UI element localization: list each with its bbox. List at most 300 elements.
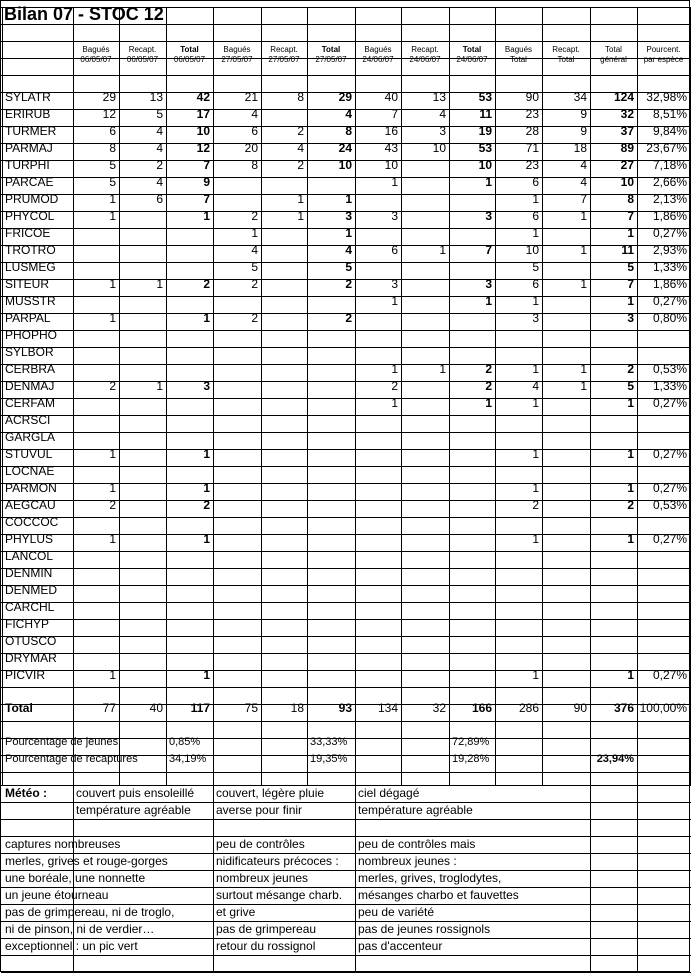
table-cell bbox=[355, 259, 401, 276]
table-cell bbox=[449, 531, 495, 548]
column-header bbox=[449, 45, 495, 73]
meteo-note: averse pour finir bbox=[216, 803, 303, 817]
table-cell: 9,84% bbox=[652, 124, 687, 138]
table-cell bbox=[261, 650, 307, 667]
table-cell bbox=[637, 616, 690, 633]
table-cell bbox=[449, 310, 495, 327]
pct-recaptures-label: Pourcentage de recaptures bbox=[5, 753, 138, 765]
table-cell: 1 bbox=[532, 294, 539, 308]
table-cell bbox=[261, 599, 307, 616]
table-cell bbox=[261, 174, 307, 191]
pct-recaptures-value: 34,19% bbox=[169, 753, 207, 765]
table-cell bbox=[355, 463, 401, 480]
table-cell bbox=[355, 344, 401, 361]
table-cell: 10 bbox=[525, 243, 539, 257]
table-cell bbox=[542, 650, 590, 667]
table-cell: 6 bbox=[156, 192, 163, 206]
table-cell: 43 bbox=[384, 141, 398, 155]
table-cell bbox=[449, 225, 495, 242]
table-cell: 1 bbox=[109, 277, 116, 291]
column-header-top: Bagués bbox=[223, 45, 251, 54]
table-cell bbox=[261, 412, 307, 429]
table-cell bbox=[637, 514, 690, 531]
table-cell bbox=[401, 650, 449, 667]
table-cell: 6 bbox=[109, 124, 116, 138]
table-cell: 1 bbox=[627, 447, 634, 461]
table-cell: 16 bbox=[384, 124, 398, 138]
total-cell: 93 bbox=[338, 701, 352, 715]
table-cell: 0,27% bbox=[652, 532, 687, 546]
column-header-bottom: Total bbox=[510, 55, 527, 64]
table-cell bbox=[119, 446, 166, 463]
column-header-top: Bagués bbox=[504, 45, 533, 54]
table-cell: 1 bbox=[109, 311, 116, 325]
table-cell: 10 bbox=[620, 175, 634, 189]
table-cell: 18 bbox=[573, 141, 587, 155]
table-cell bbox=[542, 225, 590, 242]
table-cell bbox=[637, 633, 690, 650]
table-cell: 1 bbox=[485, 175, 492, 189]
table-cell bbox=[401, 310, 449, 327]
table-cell bbox=[213, 463, 261, 480]
meteo-note: ciel dégagé bbox=[358, 786, 420, 800]
table-cell bbox=[495, 565, 542, 582]
table-cell: 1 bbox=[580, 379, 587, 393]
table-cell: 2 bbox=[485, 362, 492, 376]
table-cell: 11 bbox=[479, 107, 492, 121]
table-cell bbox=[166, 633, 213, 650]
table-cell: 1 bbox=[439, 243, 446, 257]
table-cell bbox=[495, 429, 542, 446]
table-cell: 4 bbox=[345, 243, 352, 257]
table-cell bbox=[542, 259, 590, 276]
table-cell bbox=[213, 446, 261, 463]
species-code: PARMAJ bbox=[5, 141, 53, 155]
table-cell: 13 bbox=[149, 90, 163, 104]
table-cell: 29 bbox=[338, 90, 352, 104]
table-cell bbox=[261, 225, 307, 242]
table-cell bbox=[261, 633, 307, 650]
table-cell bbox=[495, 548, 542, 565]
table-cell bbox=[213, 650, 261, 667]
table-cell bbox=[401, 327, 449, 344]
observation-note: mésanges charbo et fauvettes bbox=[358, 888, 519, 902]
table-cell bbox=[119, 259, 166, 276]
table-cell bbox=[166, 616, 213, 633]
table-cell bbox=[213, 599, 261, 616]
table-cell bbox=[495, 344, 542, 361]
table-cell bbox=[119, 242, 166, 259]
table-cell: 1 bbox=[203, 481, 210, 495]
table-cell bbox=[542, 429, 590, 446]
table-cell bbox=[73, 548, 119, 565]
table-cell bbox=[261, 480, 307, 497]
table-cell bbox=[542, 565, 590, 582]
table-cell: 1 bbox=[627, 396, 634, 410]
column-header bbox=[355, 45, 401, 73]
table-cell bbox=[119, 361, 166, 378]
table-cell: 1 bbox=[297, 209, 304, 223]
column-header bbox=[590, 45, 637, 73]
table-cell: 4 bbox=[156, 175, 163, 189]
table-cell bbox=[401, 174, 449, 191]
total-cell: 376 bbox=[613, 701, 634, 715]
table-cell bbox=[261, 497, 307, 514]
table-cell: 1 bbox=[251, 226, 258, 240]
table-cell: 23 bbox=[525, 158, 539, 172]
column-header bbox=[307, 45, 355, 73]
total-cell: 77 bbox=[102, 701, 116, 715]
table-cell: 1 bbox=[580, 209, 587, 223]
table-cell: 1 bbox=[203, 447, 210, 461]
meteo-label: Météo : bbox=[5, 786, 47, 800]
table-cell bbox=[119, 497, 166, 514]
species-code: TROTRO bbox=[5, 243, 56, 257]
table-cell: 6 bbox=[251, 124, 258, 138]
table-cell: 90 bbox=[525, 90, 539, 104]
observation-note: pas de grimpereau bbox=[216, 922, 317, 936]
table-cell bbox=[401, 616, 449, 633]
table-cell: 24 bbox=[338, 141, 352, 155]
table-cell bbox=[261, 106, 307, 123]
species-code: DRYMAR bbox=[5, 651, 57, 665]
table-cell: 1 bbox=[391, 294, 398, 308]
table-cell bbox=[542, 310, 590, 327]
table-cell bbox=[213, 191, 261, 208]
table-cell: 20 bbox=[244, 141, 258, 155]
species-code: TURMER bbox=[5, 124, 57, 138]
table-cell bbox=[119, 548, 166, 565]
table-cell bbox=[637, 327, 690, 344]
table-cell: 1 bbox=[439, 362, 446, 376]
table-cell bbox=[401, 378, 449, 395]
table-cell bbox=[637, 599, 690, 616]
table-cell: 1 bbox=[532, 396, 539, 410]
table-cell: 23,67% bbox=[646, 141, 687, 155]
table-cell bbox=[495, 633, 542, 650]
table-cell: 53 bbox=[478, 141, 492, 155]
table-cell bbox=[166, 361, 213, 378]
table-cell bbox=[213, 293, 261, 310]
table-cell bbox=[401, 344, 449, 361]
table-cell: 2 bbox=[251, 209, 258, 223]
table-cell bbox=[119, 633, 166, 650]
total-cell: 18 bbox=[290, 701, 304, 715]
table-cell bbox=[73, 361, 119, 378]
observation-note: pas de jeunes rossignols bbox=[358, 922, 491, 936]
column-header-top: Bagués bbox=[82, 45, 110, 54]
table-cell: 1 bbox=[580, 362, 587, 376]
table-cell: 5 bbox=[627, 379, 634, 393]
table-cell: 1 bbox=[627, 294, 634, 308]
table-cell bbox=[307, 293, 355, 310]
column-header-top: Total bbox=[180, 45, 199, 54]
table-cell: 1,86% bbox=[652, 209, 687, 223]
species-code: MUSSTR bbox=[5, 294, 56, 308]
column-header-top: Total bbox=[462, 45, 482, 54]
table-cell bbox=[542, 327, 590, 344]
table-cell bbox=[261, 361, 307, 378]
table-cell bbox=[166, 412, 213, 429]
table-cell: 5 bbox=[532, 260, 539, 274]
table-cell bbox=[119, 412, 166, 429]
table-cell bbox=[307, 395, 355, 412]
table-cell bbox=[401, 599, 449, 616]
table-cell bbox=[495, 327, 542, 344]
table-cell bbox=[449, 191, 495, 208]
observation-note: nidificateurs précoces : bbox=[216, 854, 339, 868]
table-cell bbox=[73, 327, 119, 344]
table-cell: 3 bbox=[627, 311, 634, 325]
table-cell bbox=[542, 497, 590, 514]
table-cell bbox=[449, 344, 495, 361]
table-cell bbox=[401, 480, 449, 497]
table-cell bbox=[213, 667, 261, 684]
table-cell bbox=[590, 429, 637, 446]
table-cell bbox=[355, 412, 401, 429]
table-cell bbox=[401, 565, 449, 582]
table-cell: 2 bbox=[345, 277, 352, 291]
table-cell bbox=[119, 225, 166, 242]
table-cell bbox=[307, 429, 355, 446]
table-cell bbox=[401, 429, 449, 446]
species-code: PICVIR bbox=[5, 668, 46, 682]
table-cell: 5 bbox=[345, 260, 352, 274]
table-cell bbox=[401, 667, 449, 684]
table-cell bbox=[590, 514, 637, 531]
table-cell: 9 bbox=[203, 175, 210, 189]
table-cell bbox=[637, 412, 690, 429]
table-cell: 10 bbox=[196, 124, 210, 138]
meteo-note: couvert, légère pluie bbox=[216, 786, 325, 800]
species-code: DENMED bbox=[5, 583, 58, 597]
pct-recaptures-value: 19,28% bbox=[452, 753, 490, 765]
meteo-note: température agréable bbox=[358, 803, 473, 817]
table-cell bbox=[119, 667, 166, 684]
table-cell bbox=[119, 650, 166, 667]
column-header-top: Recapt. bbox=[128, 45, 157, 54]
table-cell bbox=[261, 293, 307, 310]
table-cell bbox=[213, 412, 261, 429]
table-cell bbox=[449, 463, 495, 480]
table-cell bbox=[166, 565, 213, 582]
table-cell: 2 bbox=[345, 311, 352, 325]
table-cell: 34 bbox=[573, 90, 587, 104]
table-cell bbox=[261, 429, 307, 446]
table-cell: 1 bbox=[532, 447, 539, 461]
table-cell bbox=[401, 497, 449, 514]
table-cell bbox=[542, 548, 590, 565]
column-header-top: Recapt. bbox=[270, 45, 298, 54]
column-header-bottom: 24/06/07 bbox=[362, 55, 394, 64]
table-cell: 8 bbox=[345, 124, 352, 138]
table-cell: 12 bbox=[102, 107, 116, 121]
column-header-bottom: général bbox=[600, 55, 627, 64]
species-code: FICHYP bbox=[5, 617, 50, 631]
column-header bbox=[401, 45, 449, 73]
table-cell bbox=[542, 514, 590, 531]
table-cell bbox=[542, 412, 590, 429]
table-cell bbox=[73, 599, 119, 616]
column-header-top: Total bbox=[605, 45, 622, 54]
table-cell: 0,27% bbox=[652, 447, 687, 461]
table-cell bbox=[590, 650, 637, 667]
column-header-top: Recapt. bbox=[411, 45, 439, 54]
table-cell bbox=[119, 310, 166, 327]
table-cell: 29 bbox=[102, 90, 116, 104]
table-cell bbox=[73, 650, 119, 667]
table-cell bbox=[261, 276, 307, 293]
species-code: ACRSCI bbox=[5, 413, 51, 427]
table-cell bbox=[637, 548, 690, 565]
table-cell bbox=[261, 378, 307, 395]
table-cell bbox=[449, 548, 495, 565]
column-header bbox=[261, 45, 307, 73]
table-cell: 2 bbox=[297, 124, 304, 138]
table-cell bbox=[213, 514, 261, 531]
table-cell bbox=[355, 514, 401, 531]
table-cell bbox=[213, 344, 261, 361]
table-cell bbox=[401, 259, 449, 276]
total-cell: 32 bbox=[432, 701, 446, 715]
column-header bbox=[213, 45, 261, 73]
table-cell bbox=[261, 582, 307, 599]
table-cell bbox=[355, 225, 401, 242]
table-cell bbox=[542, 531, 590, 548]
table-cell bbox=[449, 650, 495, 667]
species-code: DENMIN bbox=[5, 566, 53, 580]
species-code: STUVUL bbox=[5, 447, 53, 461]
table-cell bbox=[449, 616, 495, 633]
total-cell: 166 bbox=[471, 701, 492, 715]
column-header bbox=[495, 45, 542, 73]
observation-note: peu de contrôles bbox=[216, 837, 305, 851]
table-cell: 10 bbox=[338, 158, 352, 172]
observation-note: ni de pinson, ni de verdier… bbox=[5, 922, 155, 936]
table-cell bbox=[401, 225, 449, 242]
total-cell: 134 bbox=[377, 701, 398, 715]
table-cell bbox=[261, 446, 307, 463]
table-cell bbox=[261, 548, 307, 565]
table-cell bbox=[119, 582, 166, 599]
column-header-bottom: 06/05/07 bbox=[80, 55, 112, 64]
table-cell bbox=[401, 208, 449, 225]
table-cell: 10 bbox=[432, 141, 446, 155]
table-cell bbox=[637, 650, 690, 667]
total-cell: 90 bbox=[573, 701, 587, 715]
table-cell: 2 bbox=[627, 498, 634, 512]
table-cell bbox=[166, 599, 213, 616]
column-header-bottom: 27/05/07 bbox=[268, 55, 300, 64]
table-cell bbox=[355, 667, 401, 684]
table-cell bbox=[401, 514, 449, 531]
table-cell bbox=[495, 582, 542, 599]
column-header bbox=[73, 45, 119, 73]
table-cell: 19 bbox=[478, 124, 492, 138]
table-cell: 0,80% bbox=[652, 311, 687, 325]
table-cell bbox=[307, 174, 355, 191]
table-cell bbox=[213, 565, 261, 582]
table-cell bbox=[307, 616, 355, 633]
table-cell bbox=[73, 395, 119, 412]
table-cell: 1 bbox=[203, 668, 210, 682]
table-cell: 1,33% bbox=[652, 260, 687, 274]
table-cell bbox=[213, 480, 261, 497]
table-cell bbox=[401, 293, 449, 310]
column-header-bottom: par espèce bbox=[643, 55, 684, 64]
table-cell bbox=[355, 616, 401, 633]
table-cell: 21 bbox=[244, 90, 258, 104]
table-cell: 7 bbox=[203, 192, 210, 206]
table-cell bbox=[590, 344, 637, 361]
table-cell bbox=[542, 616, 590, 633]
table-cell: 4 bbox=[297, 141, 304, 155]
table-cell bbox=[495, 616, 542, 633]
table-cell: 8 bbox=[251, 158, 258, 172]
table-cell: 3 bbox=[391, 209, 398, 223]
table-cell bbox=[542, 344, 590, 361]
table-cell: 1 bbox=[580, 277, 587, 291]
species-code: SYLATR bbox=[5, 90, 51, 104]
species-code: SITEUR bbox=[5, 277, 50, 291]
table-cell bbox=[119, 208, 166, 225]
table-cell: 1 bbox=[532, 192, 539, 206]
table-cell bbox=[166, 344, 213, 361]
species-code: TURPHI bbox=[5, 158, 50, 172]
table-cell: 0,27% bbox=[652, 294, 687, 308]
table-cell bbox=[307, 633, 355, 650]
table-cell bbox=[307, 344, 355, 361]
table-cell bbox=[449, 599, 495, 616]
table-cell bbox=[73, 582, 119, 599]
table-cell: 32,98% bbox=[646, 90, 687, 104]
table-cell bbox=[355, 497, 401, 514]
table-cell bbox=[166, 650, 213, 667]
table-cell bbox=[449, 480, 495, 497]
table-cell: 2 bbox=[391, 379, 398, 393]
column-header-top: Bagués bbox=[364, 45, 392, 54]
table-cell: 0,53% bbox=[652, 498, 687, 512]
table-cell bbox=[261, 242, 307, 259]
observation-note: nombreux jeunes : bbox=[358, 854, 457, 868]
table-cell: 7 bbox=[391, 107, 398, 121]
observation-note: merles, grives et rouge-gorges bbox=[5, 854, 168, 868]
table-cell bbox=[73, 429, 119, 446]
table-cell bbox=[590, 565, 637, 582]
table-cell: 89 bbox=[620, 141, 634, 155]
table-cell: 8 bbox=[297, 90, 304, 104]
table-cell bbox=[307, 667, 355, 684]
table-cell bbox=[590, 327, 637, 344]
table-cell bbox=[261, 514, 307, 531]
observation-note: nombreux jeunes bbox=[216, 871, 309, 885]
table-cell bbox=[355, 191, 401, 208]
table-cell bbox=[637, 565, 690, 582]
table-cell bbox=[495, 599, 542, 616]
table-cell bbox=[166, 225, 213, 242]
table-cell: 1 bbox=[627, 481, 634, 495]
species-code: COCCOC bbox=[5, 515, 59, 529]
table-cell bbox=[166, 429, 213, 446]
total-cell: 100,00% bbox=[639, 701, 687, 715]
table-cell: 1 bbox=[532, 226, 539, 240]
table-cell bbox=[449, 667, 495, 684]
table-cell bbox=[542, 395, 590, 412]
observation-note: captures nombreuses bbox=[5, 837, 121, 851]
table-cell: 4 bbox=[251, 107, 258, 121]
table-cell: 1 bbox=[627, 668, 634, 682]
species-code: LUSMEG bbox=[5, 260, 56, 274]
